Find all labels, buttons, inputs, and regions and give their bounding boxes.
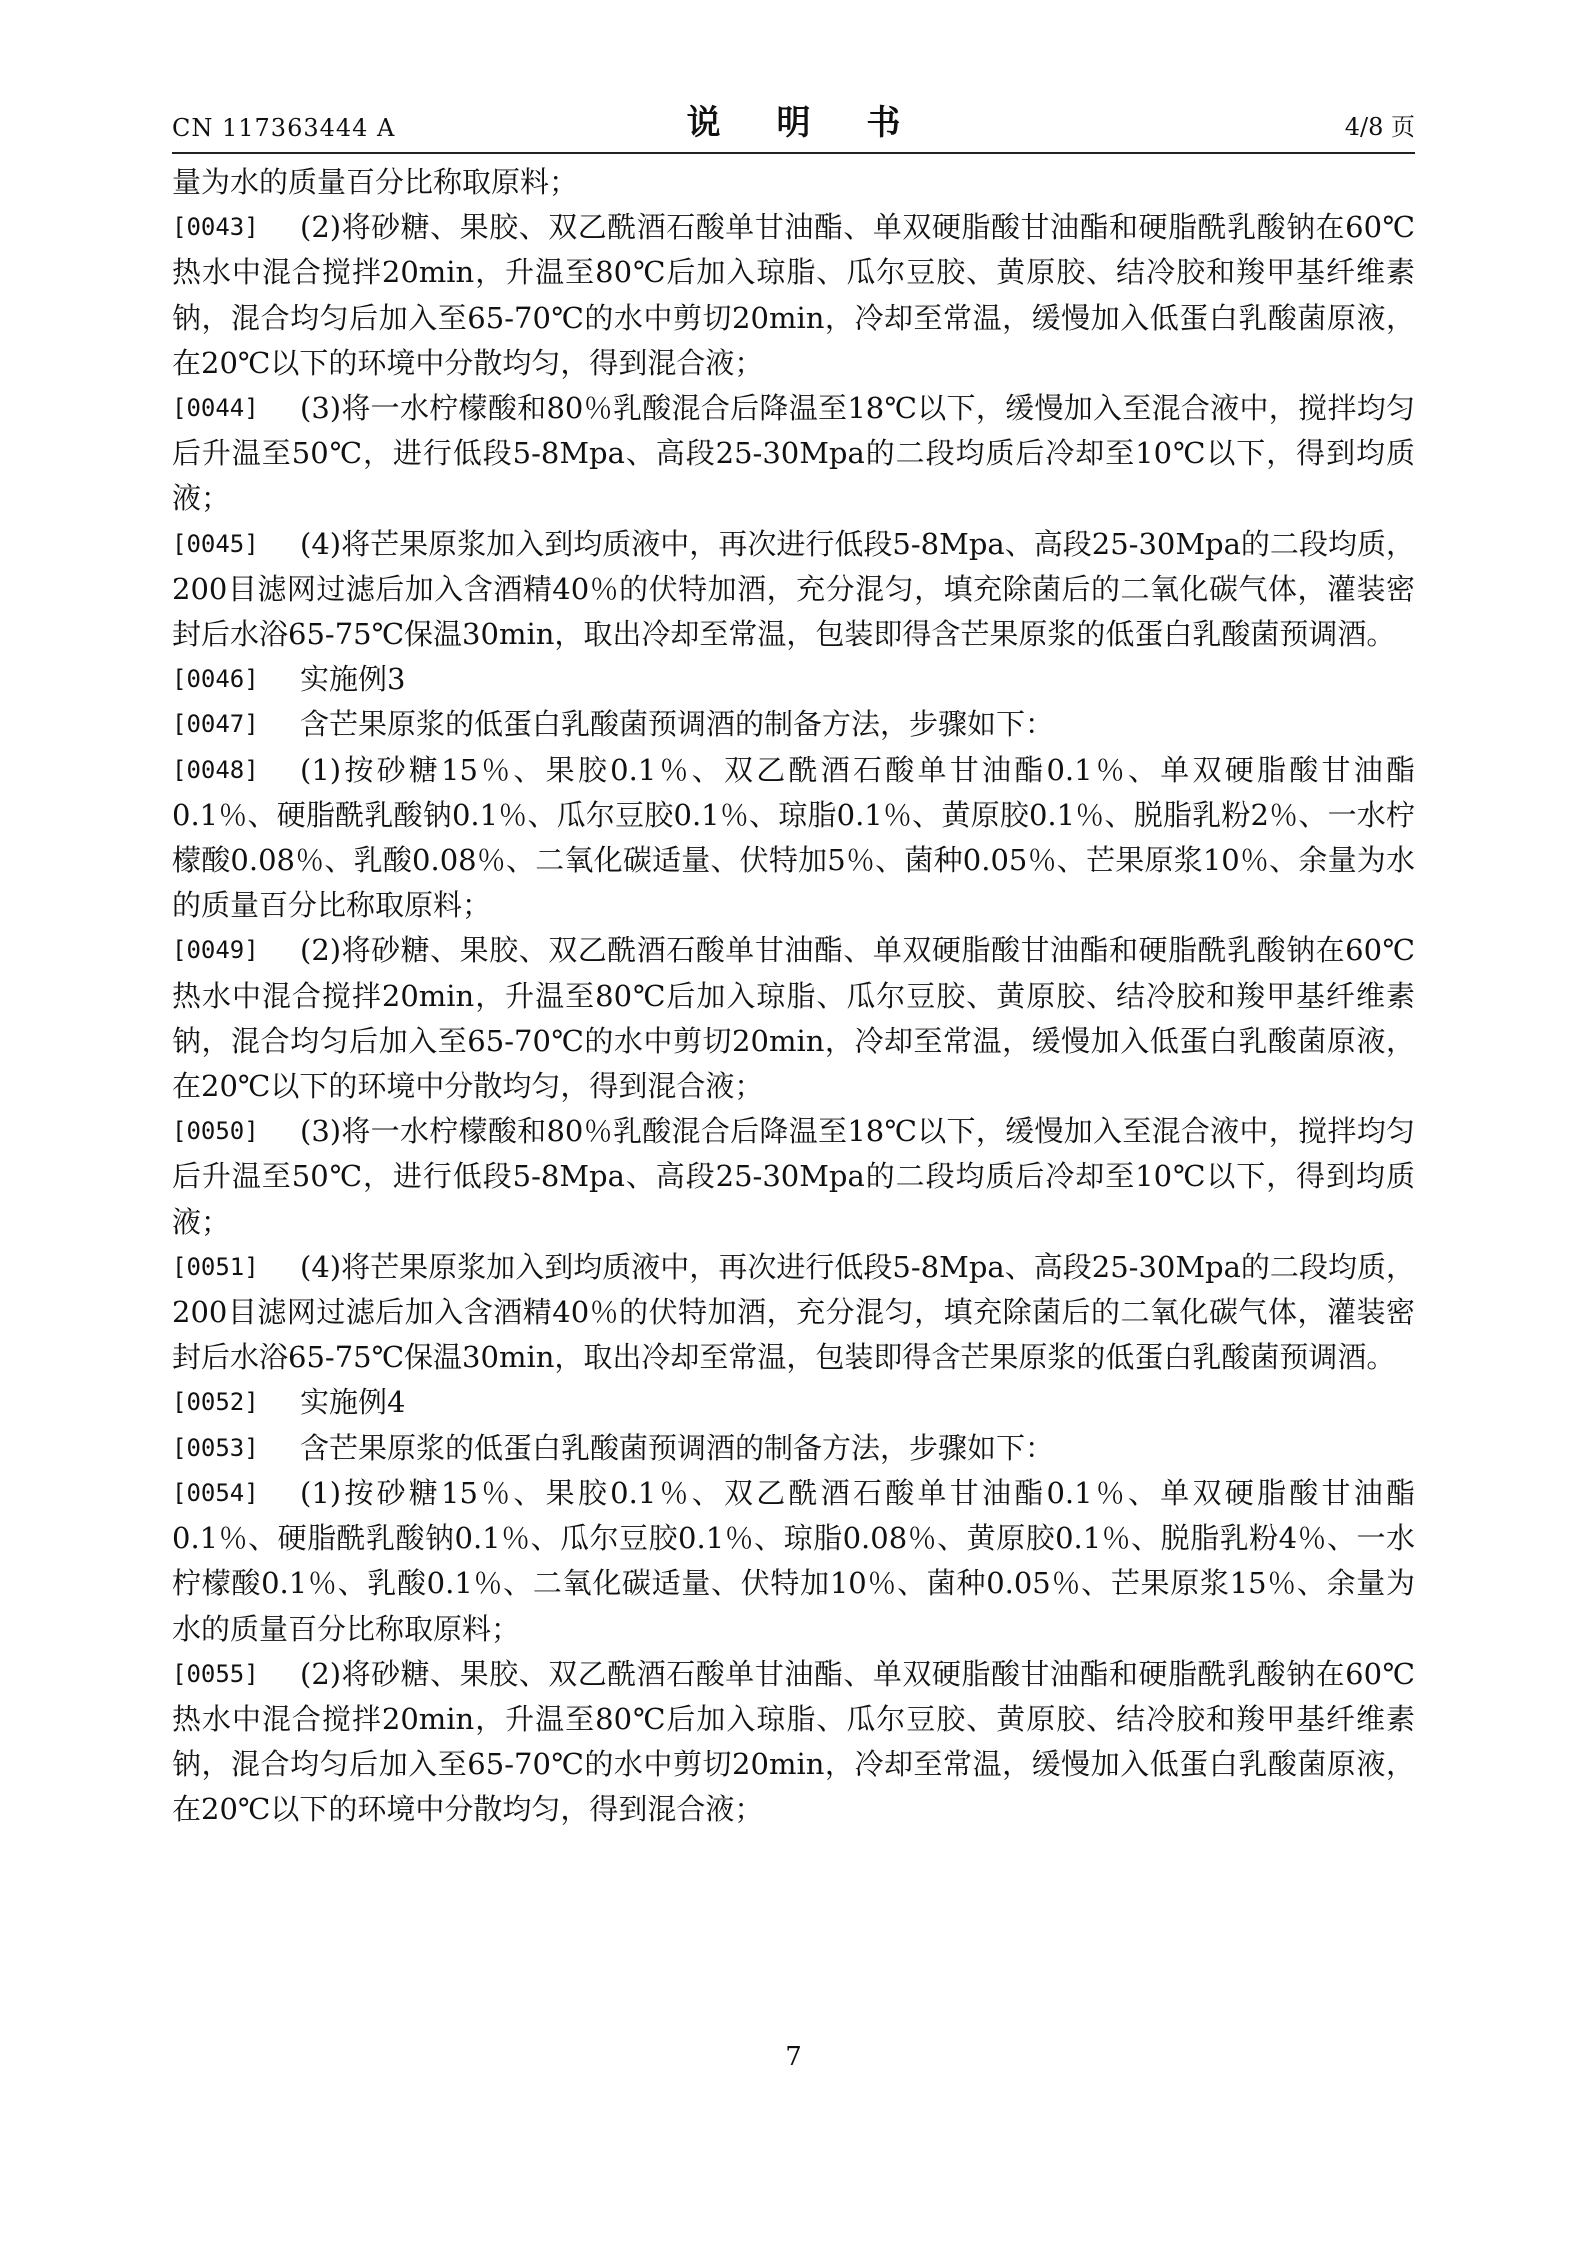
paragraph-text: (1)按砂糖15％、果胶0.1％、双乙酰酒石酸单甘油酯0.1％、单双硬脂酸甘油酯0.1％、硬脂酰乳酸钠0.1％、瓜尔豆胶0.1％、琼脂0.1％、黄原胶0.1％、脱脂乳粉2％、一水柠檬酸0.08％、乳酸0.08％、二氧化碳适量、伏特加5％、菌种0.05％、芒果原浆10％、余量为水的质量百分比称取原料； (172, 752, 1415, 923)
paragraph-number: [0049] (172, 936, 259, 965)
paragraph-text: (4)将芒果原浆加入到均质液中，再次进行低段5-8Mpa、高段25-30Mpa的二段均质，200目滤网过滤后加入含酒精40％的伏特加酒，充分混匀，填充除菌后的二氧化碳气体，灌装密封后水浴65-75℃保温30min，取出冷却至常温，包装即得含芒果原浆的低蛋白乳酸菌预调酒。 (172, 526, 1415, 652)
paragraph-number: [0044] (172, 394, 259, 423)
document-body (172, 160, 1415, 1833)
paragraph-text: (2)将砂糖、果胶、双乙酰酒石酸单甘油酯、单双硬脂酸甘油酯和硬脂酰乳酸钠在60℃热水中混合搅拌20min，升温至80℃后加入琼脂、瓜尔豆胶、黄原胶、结冷胶和羧甲基纤维素钠，混合均匀后加入至65-70℃的水中剪切20min，冷却至常温，缓慢加入低蛋白乳酸菌原液，在20℃以下的环境中分散均匀，得到混合液； (172, 933, 1415, 1104)
paragraph-text: 含芒果原浆的低蛋白乳酸菌预调酒的制备方法，步骤如下： (300, 1430, 1055, 1465)
paragraph-number: [0051] (172, 1252, 259, 1281)
paragraph-number: [0048] (172, 755, 259, 784)
paragraph-number: [0052] (172, 1388, 259, 1417)
page-header (172, 96, 1415, 148)
page-indicator: 4/8 页 (1344, 113, 1415, 141)
document-number: CN 117363444 A (172, 114, 396, 142)
paragraph-number: [0055] (172, 1659, 259, 1688)
paragraph-text: (4)将芒果原浆加入到均质液中，再次进行低段5-8Mpa、高段25-30Mpa的二段均质，200目滤网过滤后加入含酒精40％的伏特加酒，充分混匀，填充除菌后的二氧化碳气体，灌装密封后水浴65-75℃保温30min，取出冷却至常温，包装即得含芒果原浆的低蛋白乳酸菌预调酒。 (172, 1249, 1415, 1375)
paragraph-0053 (172, 1426, 1415, 1471)
paragraph-text: (3)将一水柠檬酸和80％乳酸混合后降温至18℃以下，缓慢加入至混合液中，搅拌均匀后升温至50℃，进行低段5-8Mpa、高段25-30Mpa的二段均质后冷却至10℃以下，得到均质液； (172, 391, 1415, 516)
paragraph-text: 实施例4 (300, 1385, 406, 1420)
paragraph-text: 实施例3 (300, 662, 406, 697)
paragraph-number: [0050] (172, 1117, 259, 1146)
paragraph-0045 (172, 522, 1415, 658)
paragraph-0043 (172, 205, 1415, 386)
page-number: 7 (785, 2042, 802, 2072)
paragraph-0047 (172, 702, 1415, 747)
header-divider (172, 152, 1415, 154)
paragraph-number: [0043] (172, 213, 259, 242)
paragraph-0046 (172, 657, 1415, 702)
paragraph-number: [0053] (172, 1433, 259, 1462)
paragraph-number: [0045] (172, 529, 259, 558)
paragraph-0049 (172, 928, 1415, 1109)
paragraph-0044 (172, 386, 1415, 522)
paragraph-number: [0046] (172, 665, 259, 694)
paragraph-text: 含芒果原浆的低蛋白乳酸菌预调酒的制备方法，步骤如下： (300, 707, 1055, 742)
paragraph-0052 (172, 1380, 1415, 1425)
paragraph-number: [0047] (172, 710, 259, 739)
continued-text: 量为水的质量百分比称取原料； (172, 165, 579, 199)
paragraph-text: (3)将一水柠檬酸和80％乳酸混合后降温至18℃以下，缓慢加入至混合液中，搅拌均匀后升温至50℃，进行低段5-8Mpa、高段25-30Mpa的二段均质后冷却至10℃以下，得到均质液； (172, 1114, 1415, 1239)
paragraph-0054 (172, 1471, 1415, 1652)
paragraph-0055 (172, 1652, 1415, 1833)
paragraph-number: [0054] (172, 1478, 259, 1507)
paragraph-text: (2)将砂糖、果胶、双乙酰酒石酸单甘油酯、单双硬脂酸甘油酯和硬脂酰乳酸钠在60℃热水中混合搅拌20min，升温至80℃后加入琼脂、瓜尔豆胶、黄原胶、结冷胶和羧甲基纤维素钠，混合均匀后加入至65-70℃的水中剪切20min，冷却至常温，缓慢加入低蛋白乳酸菌原液，在20℃以下的环境中分散均匀，得到混合液； (172, 1656, 1415, 1827)
document-title: 说 明 书 (686, 103, 923, 143)
paragraph-0048 (172, 748, 1415, 929)
paragraph-0050 (172, 1109, 1415, 1245)
paragraph-text: (1)按砂糖15％、果胶0.1％、双乙酰酒石酸单甘油酯0.1％、单双硬脂酸甘油酯0.1％、硬脂酰乳酸钠0.1％、瓜尔豆胶0.1％、琼脂0.08％、黄原胶0.1％、脱脂乳粉4％、一水柠檬酸0.1％、乳酸0.1％、二氧化碳适量、伏特加10％、菌种0.05％、芒果原浆15％、余量为水的质量百分比称取原料； (172, 1475, 1415, 1646)
paragraph-0051 (172, 1245, 1415, 1381)
paragraph-text: (2)将砂糖、果胶、双乙酰酒石酸单甘油酯、单双硬脂酸甘油酯和硬脂酰乳酸钠在60℃热水中混合搅拌20min，升温至80℃后加入琼脂、瓜尔豆胶、黄原胶、结冷胶和羧甲基纤维素钠，混合均匀后加入至65-70℃的水中剪切20min，冷却至常温，缓慢加入低蛋白乳酸菌原液，在20℃以下的环境中分散均匀，得到混合液； (172, 210, 1415, 380)
